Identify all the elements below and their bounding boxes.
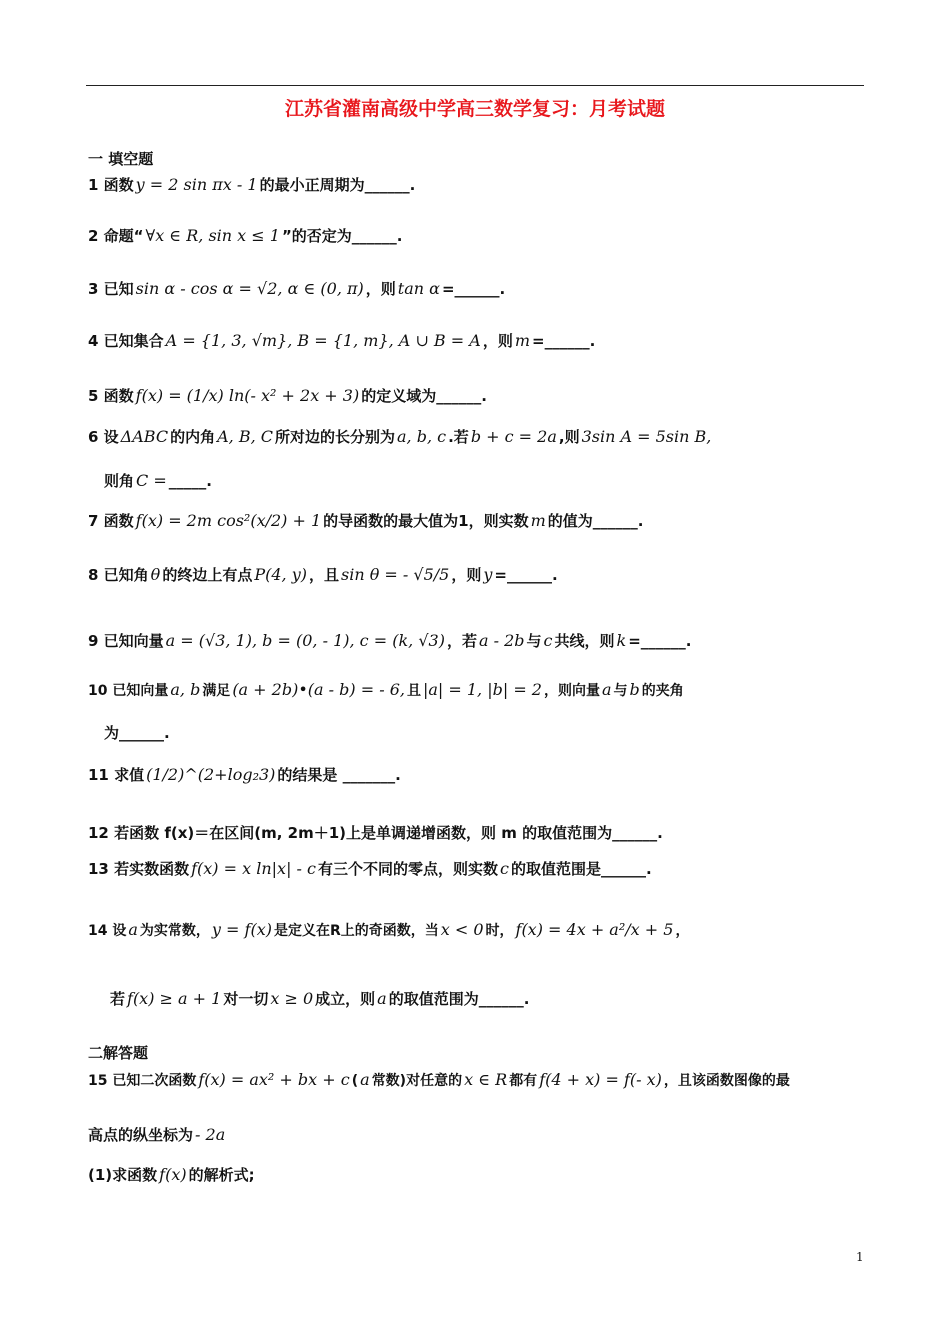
- problem-6-continued: [104, 470, 212, 491]
- problem-6-cont-math: C =: [136, 471, 167, 490]
- page-number: 1: [856, 1250, 864, 1264]
- problem-2-label: 2 命题“: [88, 227, 144, 245]
- problem-14-text-3: 时，: [485, 923, 514, 939]
- problem-1-text: 的最小正周期为______.: [259, 176, 416, 194]
- problem-13-text: 有三个不同的零点，则实数: [318, 860, 499, 878]
- problem-4-label: 4 已知集合: [88, 332, 164, 350]
- problem-10: [88, 680, 684, 700]
- problem-8-text-3: ，则: [451, 566, 482, 584]
- problem-5-label: 5 函数: [88, 387, 134, 405]
- problem-14-math-4: f(x) = 4x + a²/x + 5: [515, 920, 674, 939]
- problem-10-continued: 为______.: [104, 724, 170, 742]
- problem-15-part-1: [88, 1164, 255, 1185]
- problem-3-math: sin α - cos α = √2, α ∈ (0, π): [135, 279, 364, 298]
- problem-13: [88, 858, 652, 879]
- section-fill-in: 一 填空题: [88, 150, 154, 168]
- problem-1-label: 1 函数: [88, 176, 134, 194]
- problem-6-math-4: b + c = 2a: [470, 427, 557, 446]
- problem-7-blank: 的值为______.: [547, 512, 644, 530]
- problem-8-math-4: y: [483, 565, 493, 584]
- problem-10-text-4: 与: [613, 683, 628, 699]
- problem-14-label: 14 设: [88, 923, 127, 939]
- problem-1-math: y = 2 sin πx - 1: [135, 175, 258, 194]
- problem-1: [88, 174, 415, 195]
- problem-10-text-5: 的夹角: [641, 683, 684, 699]
- problem-3-math-2: tan α: [397, 279, 440, 298]
- problem-9-label: 9 已知向量: [88, 632, 164, 650]
- problem-6-text: 的内角: [170, 428, 216, 446]
- problem-15-math-4: f(4 + x) = f(- x): [539, 1070, 662, 1089]
- problem-14-math-3: x < 0: [440, 920, 484, 939]
- section-solutions: 二解答题: [88, 1044, 149, 1062]
- problem-14: [88, 920, 689, 940]
- problem-14-text: 为实常数，: [139, 923, 210, 939]
- problem-7-math: f(x) = 2m cos²(x/2) + 1: [135, 511, 322, 530]
- problem-12: 12 若函数 f(x)＝在区间(m, 2m＋1)上是单调递增函数，则 m 的取值范围为______.: [88, 824, 663, 842]
- problem-10-math-2: (a + 2b)•(a - b) = - 6,: [232, 680, 405, 699]
- problem-11-text: 的结果是 _______.: [277, 766, 401, 784]
- problem-15-cont-text: 高点的纵坐标为: [88, 1126, 194, 1144]
- problem-6-cont-label: 则角: [104, 472, 135, 490]
- problem-15-math: f(x) = ax² + bx + c: [198, 1070, 350, 1089]
- problem-13-blank: 的取值范围是______.: [510, 860, 652, 878]
- problem-3-label: 3 已知: [88, 280, 134, 298]
- problem-15-text-4: ，且该函数图像的最: [663, 1073, 790, 1089]
- problem-6: [88, 426, 713, 447]
- problem-7: [88, 510, 644, 531]
- problem-7-math-2: m: [530, 511, 546, 530]
- problem-10-text-2: 且: [406, 683, 421, 699]
- problem-5-text: 的定义域为______.: [361, 387, 487, 405]
- problem-6-text-4: ,则: [558, 428, 580, 446]
- problem-5-math: f(x) = (1/x) ln(- x² + 2x + 3): [135, 386, 360, 405]
- problem-8-text: 的终边上有点: [162, 566, 253, 584]
- problem-2: [88, 225, 403, 246]
- problem-14-cont-math-2: x ≥ 0: [270, 989, 314, 1008]
- problem-9-text-3: 共线，则: [554, 632, 615, 650]
- problem-10-text: 满足: [202, 683, 231, 699]
- page-title: 江苏省灌南高级中学高三数学复习：月考试题: [284, 98, 665, 120]
- problem-8-math: θ: [150, 565, 161, 584]
- problem-7-text: 的导函数的最大值为1，则实数: [323, 512, 529, 530]
- problem-4-math: A = {1, 3, √m}, B = {1, m}, A ∪ B = A: [165, 331, 481, 350]
- problem-15-part-1-math: f(x): [159, 1165, 187, 1184]
- problem-14-cont-text: 对一切: [223, 990, 269, 1008]
- problem-15-math-2: a: [360, 1070, 370, 1089]
- problem-3-blank: =______.: [441, 280, 506, 298]
- problem-15-part-1-label: (1)求函数: [88, 1166, 158, 1184]
- problem-10-math-3: |a| = 1, |b| = 2: [422, 680, 542, 699]
- problem-4: [88, 330, 595, 351]
- problem-14-text-4: ，: [675, 923, 690, 939]
- problem-9-math-3: c: [543, 631, 553, 650]
- problem-10-math-5: b: [629, 680, 640, 699]
- problem-4-text: ，则: [482, 332, 513, 350]
- problem-2-math: ∀x ∈ R, sin x ≤ 1: [145, 226, 280, 245]
- problem-9-blank: =______.: [628, 632, 692, 650]
- problem-11-math: (1/2)^(2+log₂3): [146, 765, 276, 784]
- problem-6-label: 6 设: [88, 428, 119, 446]
- problem-6-math-5: 3sin A = 5sin B,: [581, 427, 712, 446]
- problem-8-math-2: P(4, y): [254, 565, 307, 584]
- problem-14-text-2: 是定义在R上的奇函数，当: [273, 923, 439, 939]
- problem-15-math-3: x ∈ R: [464, 1070, 508, 1089]
- problem-14-continued: [110, 988, 529, 1009]
- problem-3-text: ，则: [365, 280, 396, 298]
- problem-3: [88, 278, 505, 299]
- problem-9-math-4: k: [616, 631, 627, 650]
- problem-15-text: (: [351, 1073, 359, 1089]
- problem-6-cont-blank: _____.: [168, 472, 212, 490]
- problem-15-part-1-text: 的解析式;: [188, 1166, 255, 1184]
- problem-13-math-2: c: [500, 859, 509, 878]
- problem-6-text-2: 所对边的长分别为: [275, 428, 396, 446]
- problem-4-blank: =______.: [532, 332, 596, 350]
- problem-13-label: 13 若实数函数: [88, 860, 190, 878]
- problem-14-cont-label: 若: [110, 990, 126, 1008]
- problem-15-label: 15 已知二次函数: [88, 1073, 197, 1089]
- problem-10-label: 10 已知向量: [88, 683, 169, 699]
- problem-9-text-2: 与: [526, 632, 542, 650]
- problem-15-continued: [88, 1124, 227, 1145]
- problem-9: [88, 630, 691, 651]
- problem-10-math: a, b: [170, 680, 201, 699]
- problem-14-math: a: [128, 920, 138, 939]
- problem-10-text-3: ，则向量: [543, 683, 600, 699]
- problem-9-math: a = (√3, 1), b = (0, - 1), c = (k, √3): [165, 631, 445, 650]
- problem-9-text: ，若: [446, 632, 477, 650]
- problem-13-math: f(x) = x ln|x| - c: [191, 859, 316, 878]
- problem-11: [88, 764, 401, 785]
- problem-5: [88, 385, 487, 406]
- header-rule: [86, 85, 864, 86]
- problem-8-math-3: sin θ = - √5/5: [340, 565, 450, 584]
- problem-8: [88, 564, 558, 585]
- problem-14-cont-math-3: a: [377, 989, 387, 1008]
- problem-15-cont-math: - 2a: [195, 1125, 226, 1144]
- problem-14-cont-math: f(x) ≥ a + 1: [127, 989, 222, 1008]
- problem-7-label: 7 函数: [88, 512, 134, 530]
- problem-15: [88, 1070, 790, 1090]
- problem-6-text-3: .若: [448, 428, 469, 446]
- problem-4-math-2: m: [514, 331, 531, 350]
- problem-8-text-2: ，且: [308, 566, 339, 584]
- problem-6-math-2: A, B, C: [217, 427, 273, 446]
- problem-8-blank: =______.: [494, 566, 558, 584]
- problem-9-math-2: a - 2b: [478, 631, 525, 650]
- problem-15-text-3: 都有: [509, 1073, 538, 1089]
- problem-15-text-2: 常数)对任意的: [371, 1073, 463, 1089]
- problem-11-label: 11 求值: [88, 766, 145, 784]
- problem-14-cont-blank: 的取值范围为______.: [388, 990, 530, 1008]
- problem-6-math: ΔABC: [120, 427, 169, 446]
- problem-14-cont-text-2: 成立，则: [315, 990, 376, 1008]
- problem-8-label: 8 已知角: [88, 566, 149, 584]
- problem-6-math-3: a, b, c: [397, 427, 447, 446]
- problem-10-math-4: a: [601, 680, 612, 699]
- problem-14-math-2: y = f(x): [211, 920, 272, 939]
- problem-2-text: ”的否定为______.: [281, 227, 403, 245]
